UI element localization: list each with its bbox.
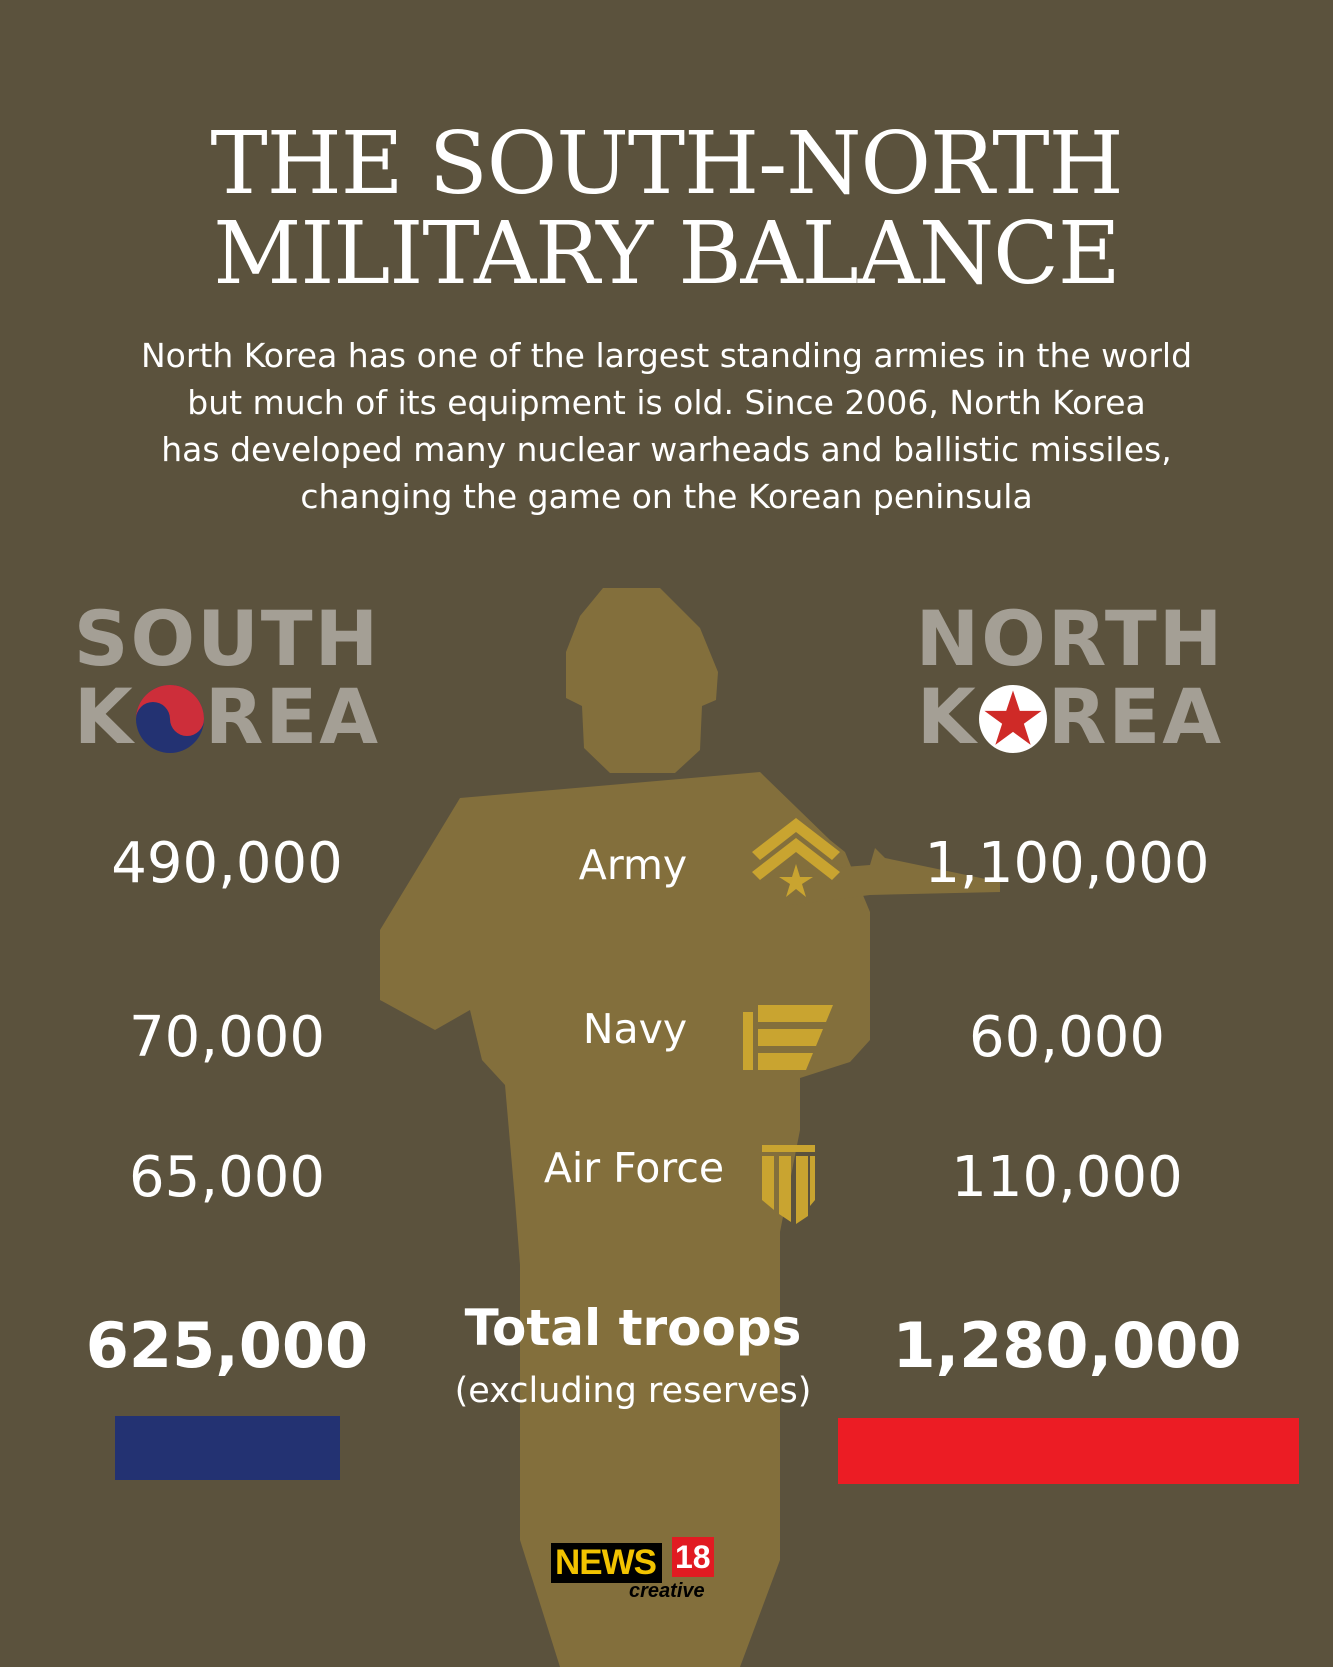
logo-creative: creative <box>629 1580 705 1602</box>
total-troops-label: Total troops <box>464 1299 802 1357</box>
red-star-icon <box>979 685 1047 753</box>
south-total-value: 625,000 <box>85 1309 369 1382</box>
south-k: K <box>73 672 135 761</box>
south-word: SOUTH <box>73 594 381 683</box>
news18-creative-logo <box>551 1537 721 1602</box>
north-air-force-value: 110,000 <box>951 1145 1183 1210</box>
subtitle-line: has developed many nuclear warheads and ballistic missiles, <box>161 430 1172 469</box>
logo-18: 18 <box>672 1537 714 1577</box>
south-rea: REA <box>204 672 381 761</box>
total-troops-note: (excluding reserves) <box>454 1371 812 1411</box>
north-k: K <box>916 672 978 761</box>
south-air-force-value: 65,000 <box>129 1145 325 1210</box>
north-korea-heading <box>905 594 1235 761</box>
logo-news: NEWS <box>551 1543 662 1583</box>
north-rea: REA <box>1047 672 1224 761</box>
north-total-bar <box>838 1418 1299 1484</box>
north-navy-value: 60,000 <box>969 1005 1165 1070</box>
south-army-value: 490,000 <box>111 831 343 896</box>
page-title-line-1: THE SOUTH-NORTH <box>210 114 1123 214</box>
subtitle-line: North Korea has one of the largest standing armies in the world <box>140 336 1193 375</box>
north-total-value: 1,280,000 <box>892 1309 1242 1382</box>
south-korea-heading <box>62 594 392 761</box>
page-title-line-2: MILITARY BALANCE <box>213 204 1120 304</box>
subtitle-line: but much of its equipment is old. Since 2006, North Korea <box>187 383 1146 422</box>
subtitle-line: changing the game on the Korean peninsula <box>300 477 1033 516</box>
navy-label: Navy <box>582 1005 688 1053</box>
subtitle <box>60 332 1273 520</box>
air-force-label: Air Force <box>543 1144 725 1192</box>
north-word: NORTH <box>915 594 1225 683</box>
south-navy-value: 70,000 <box>129 1005 325 1070</box>
south-total-bar <box>115 1416 340 1480</box>
army-label: Army <box>578 841 688 889</box>
north-army-value: 1,100,000 <box>924 831 1210 896</box>
taegeuk-icon <box>136 685 204 753</box>
